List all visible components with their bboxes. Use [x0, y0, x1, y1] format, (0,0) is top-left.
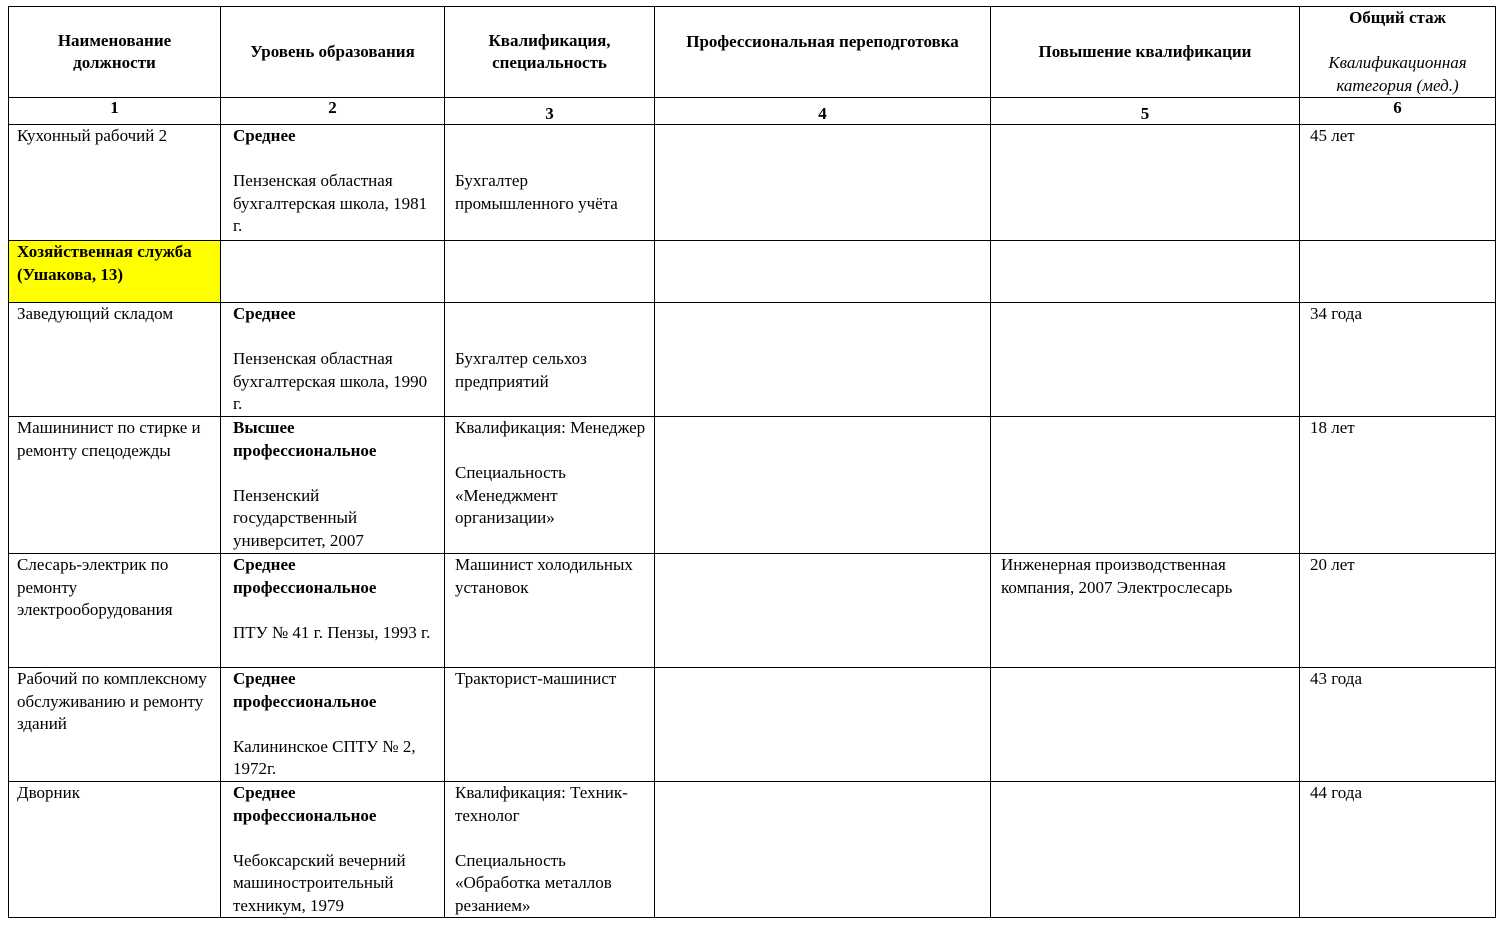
qualification-cell [445, 782, 655, 918]
specialty-text: Специальность «Обработка металлов резанием» [455, 850, 612, 915]
qualification-text: Квалификация: Техник-технолог [455, 783, 628, 825]
header-category: Квалификационная категория (мед.) [1328, 53, 1467, 95]
experience-cell: 18 лет [1300, 417, 1496, 554]
table-row [9, 417, 1496, 554]
education-cell [221, 782, 445, 918]
header-row [9, 7, 1496, 98]
retraining-cell [655, 303, 991, 417]
column-numbers-row [9, 98, 1496, 125]
education-level: Среднее [233, 126, 296, 145]
table-row [9, 782, 1496, 918]
table-row [9, 668, 1496, 782]
education-place: Чебоксарский вечерний машиностроительный техникум, 1979 [233, 850, 406, 915]
column-number: 6 [1300, 98, 1496, 125]
education-level: Среднее профессиональное [233, 555, 377, 597]
education-place: Калининское СПТУ № 2, 1972г. [233, 736, 416, 778]
education-place: Пензенская областная бухгалтерская школа, 1990 г. [233, 349, 428, 413]
education-cell [221, 668, 445, 782]
column-number: 3 [445, 98, 655, 125]
education-place: Пензенская областная бухгалтерская школа, 1981 г. [233, 171, 428, 235]
header-experience-title: Общий стаж [1349, 8, 1446, 27]
experience-cell: 20 лет [1300, 554, 1496, 668]
qualification-cell [445, 554, 655, 668]
qualification-text: Машинист холодильных установок [455, 555, 633, 597]
experience-cell: 34 года [1300, 303, 1496, 417]
advanced-training-cell [991, 782, 1300, 918]
education-level: Высшее профессиональное [233, 418, 377, 460]
education-cell [221, 303, 445, 417]
staff-table [8, 6, 1496, 918]
header-advanced-training: Повышение квалификации [991, 7, 1300, 98]
education-level: Среднее профессиональное [233, 783, 377, 825]
qualification-text: Бухгалтер промышленного учёта [455, 171, 618, 213]
empty-cell [221, 241, 445, 303]
experience-cell: 43 года [1300, 668, 1496, 782]
empty-cell [991, 241, 1300, 303]
qualification-text: Бухгалтер сельхоз предприятий [455, 349, 587, 391]
position-cell: Рабочий по комплексному обслуживанию и ремонту зданий [9, 668, 221, 782]
retraining-cell [655, 782, 991, 918]
empty-cell [655, 241, 991, 303]
empty-cell [1300, 241, 1496, 303]
retraining-cell [655, 125, 991, 241]
section-title: Хозяйственная служба (Ушакова, 13) [9, 241, 221, 303]
table-row [9, 125, 1496, 241]
advanced-training-cell [991, 125, 1300, 241]
position-cell: Заведующий складом [9, 303, 221, 417]
education-cell [221, 125, 445, 241]
education-cell [221, 417, 445, 554]
position-cell: Слесарь-электрик по ремонту электрооборудования [9, 554, 221, 668]
education-level: Среднее профессиональное [233, 669, 377, 711]
education-place: ПТУ № 41 г. Пензы, 1993 г. [233, 622, 431, 642]
position-cell: Кухонный рабочий 2 [9, 125, 221, 241]
education-place: Пензенский государственный университет, 2007 [233, 485, 364, 550]
column-number: 1 [9, 98, 221, 125]
header-position: Наименование должности [9, 7, 221, 98]
header-experience [1300, 7, 1496, 98]
position-cell: Дворник [9, 782, 221, 918]
advanced-training-cell [991, 303, 1300, 417]
advanced-training-cell: Инженерная производственная компания, 2007 Электрослесарь [991, 554, 1300, 668]
table-row [9, 554, 1496, 668]
advanced-training-cell [991, 417, 1300, 554]
header-retraining: Профессиональная переподготовка [655, 7, 991, 98]
empty-cell [445, 241, 655, 303]
column-number: 2 [221, 98, 445, 125]
section-row [9, 241, 1496, 303]
qualification-cell [445, 417, 655, 554]
table-row [9, 303, 1496, 417]
experience-cell: 44 года [1300, 782, 1496, 918]
qualification-cell [445, 303, 655, 417]
advanced-training-cell [991, 668, 1300, 782]
column-number: 5 [991, 98, 1300, 125]
column-number: 4 [655, 98, 991, 125]
education-level: Среднее [233, 304, 296, 323]
retraining-cell [655, 554, 991, 668]
position-cell: Машининист по стирке и ремонту спецодежды [9, 417, 221, 554]
retraining-cell [655, 668, 991, 782]
education-cell [221, 554, 445, 668]
qualification-text: Квалификация: Менеджер [455, 418, 646, 437]
qualification-cell [445, 668, 655, 782]
qualification-text: Тракторист-машинист [455, 669, 617, 688]
retraining-cell [655, 417, 991, 554]
experience-cell: 45 лет [1300, 125, 1496, 241]
header-education: Уровень образования [221, 7, 445, 98]
qualification-cell [445, 125, 655, 241]
specialty-text: Специальность «Менеджмент организации» [455, 463, 566, 527]
header-qualification: Квалификация, специальность [445, 7, 655, 98]
